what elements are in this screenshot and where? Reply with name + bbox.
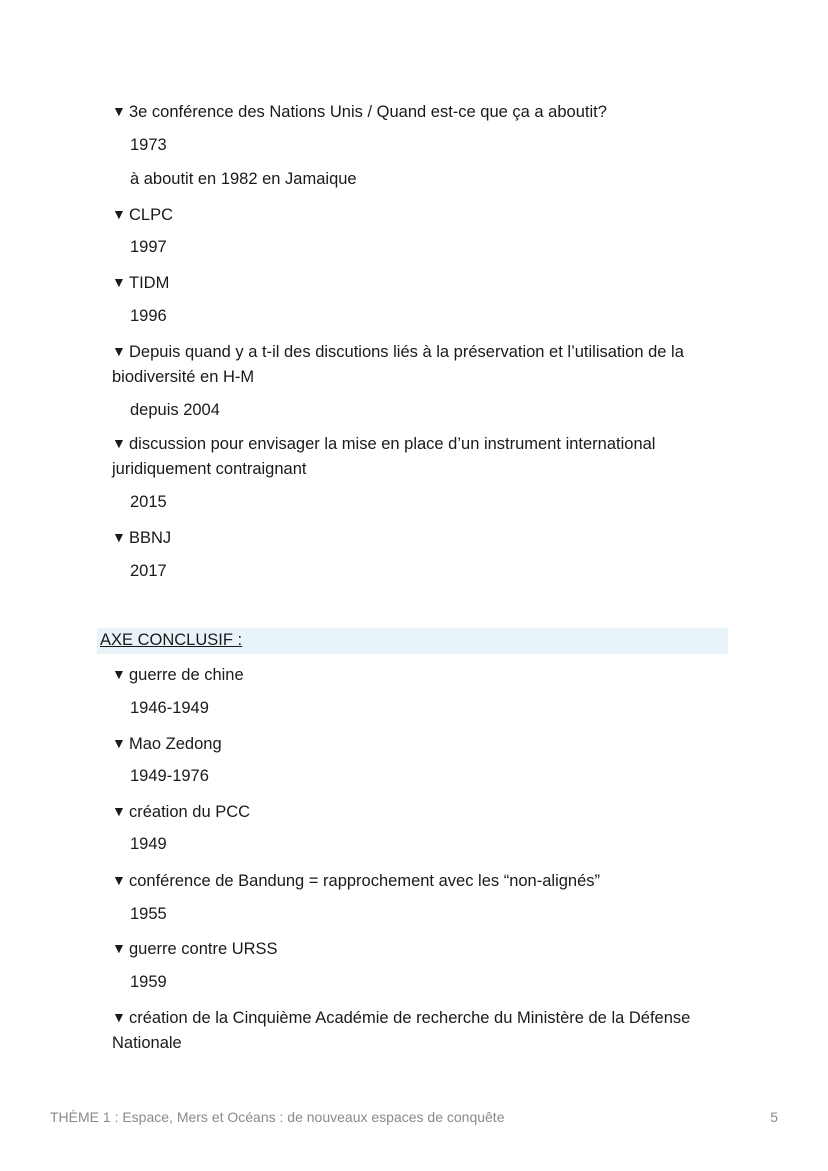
toggle-item[interactable] xyxy=(112,868,712,894)
toggle-question: 3e conférence des Nations Unis / Quand est-ce que ça a aboutit? xyxy=(129,103,607,121)
toggle-triangle-icon[interactable]: ▼ xyxy=(112,529,126,545)
toggle-triangle-icon[interactable]: ▼ xyxy=(112,343,126,359)
toggle-item[interactable] xyxy=(112,525,712,551)
toggle-question: guerre contre URSS xyxy=(129,940,278,958)
toggle-answer: 1996 xyxy=(130,307,167,325)
toggle-item[interactable] xyxy=(112,936,712,962)
toggle-item[interactable] xyxy=(112,662,712,688)
toggle-question: création du PCC xyxy=(129,803,251,821)
toggle-answer: 1949-1976 xyxy=(130,767,209,785)
toggle-triangle-icon[interactable]: ▼ xyxy=(112,940,126,956)
toggle-question: conférence de Bandung = rapprochement avec les “non-alignés” xyxy=(129,872,601,890)
toggle-answer: 2017 xyxy=(130,562,167,580)
toggle-question: création de la Cinquième Académie de recherche du Ministère de la Défense Nationale xyxy=(112,1009,691,1052)
toggle-triangle-icon[interactable]: ▼ xyxy=(112,1009,126,1025)
toggle-triangle-icon[interactable]: ▼ xyxy=(112,206,126,222)
toggle-item[interactable] xyxy=(112,202,712,228)
toggle-answer: 1997 xyxy=(130,238,167,256)
toggle-question: Mao Zedong xyxy=(129,735,222,753)
toggle-item[interactable] xyxy=(112,339,702,390)
toggle-triangle-icon[interactable]: ▼ xyxy=(112,803,126,819)
toggle-answer: depuis 2004 xyxy=(130,401,220,419)
toggle-answer: 2015 xyxy=(130,493,167,511)
page-number: 5 xyxy=(770,1109,778,1125)
toggle-triangle-icon[interactable]: ▼ xyxy=(112,735,126,751)
toggle-answer: à aboutit en 1982 en Jamaique xyxy=(130,170,357,188)
toggle-answer: 1959 xyxy=(130,973,167,991)
toggle-triangle-icon[interactable]: ▼ xyxy=(112,435,126,451)
toggle-question: BBNJ xyxy=(129,529,172,547)
toggle-answer: 1946-1949 xyxy=(130,699,209,717)
toggle-question: CLPC xyxy=(129,206,174,224)
toggle-item[interactable] xyxy=(112,99,712,125)
section-title: AXE CONCLUSIF : xyxy=(100,631,243,649)
toggle-item[interactable] xyxy=(112,431,672,482)
toggle-item[interactable] xyxy=(112,731,712,757)
toggle-answer: 1955 xyxy=(130,905,167,923)
toggle-triangle-icon[interactable]: ▼ xyxy=(112,872,126,888)
toggle-answer: 1973 xyxy=(130,136,167,154)
toggle-question: discussion pour envisager la mise en place d’un instrument international juridiquement contraignant xyxy=(112,435,656,478)
toggle-triangle-icon[interactable]: ▼ xyxy=(112,666,126,682)
toggle-answer: 1949 xyxy=(130,835,167,853)
toggle-question: guerre de chine xyxy=(129,666,244,684)
toggle-item[interactable] xyxy=(112,270,712,296)
toggle-triangle-icon[interactable]: ▼ xyxy=(112,103,126,119)
footer-text: THÈME 1 : Espace, Mers et Océans : de nouveaux espaces de conquête xyxy=(50,1109,505,1125)
toggle-item[interactable] xyxy=(112,1005,712,1056)
toggle-question: Depuis quand y a t-il des discutions liés à la préservation et l’utilisation de la biodiversité en H-M xyxy=(112,343,684,386)
toggle-triangle-icon[interactable]: ▼ xyxy=(112,274,126,290)
toggle-question: TIDM xyxy=(129,274,170,292)
toggle-item[interactable] xyxy=(112,799,712,825)
